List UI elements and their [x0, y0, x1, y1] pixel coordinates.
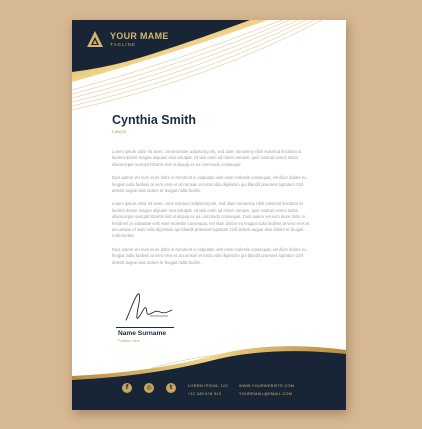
body-paragraph: Duis autem vel eum iriure dolor in hendrerit in vulputate velit esse molestie consequat, vel illum dolore eu feugiat nulla facilisis at vero eros et accumsan et iusto odio dignissim qui blandit praesent luptatum zzril delenit augue duis dolore te feugait nulla facilisi. — [112, 246, 307, 265]
triangle-logo-icon — [86, 30, 104, 48]
facebook-icon[interactable]: f — [122, 383, 132, 393]
twitter-icon[interactable]: t — [166, 383, 176, 393]
body-paragraph: Lorem ipsum dolor sit amet, consectetuer adipiscing elit, sed diam nonummy nibh euismod tincidunt ut laoreet dolore magna aliquam erat volutpat. Ut wisi enim ad minim veniam, quis nostrud exerci tation ullamcorper suscipit lobortis nisl ut aliquip ex ea commodo consequat. — [112, 149, 302, 167]
recipient-role: Lawyer — [112, 129, 127, 134]
signature-line — [116, 327, 174, 328]
signer-role: Position here — [118, 339, 141, 343]
footer-phone: +12 345 678 910 — [188, 392, 222, 396]
signer-name: Name Surname — [118, 330, 167, 337]
footer-website[interactable]: WWW.YOURWEBSITE.COM — [239, 384, 295, 388]
body-paragraph: Lorem ipsum dolor sit amet, cons ectetuer adipiscing elit, sed diam nonummy nibh euismod tincidunt ut laoreet dolore magna aliquam erat volutpat. Ut wisi enim ad minim veniam, quis nostrud exerci tation ullamcorper suscipit lobortis nisl ut aliquip ex ea commodo consequat. Duis autem vel eum iriure dolor in hendrerit in vulputate velit esse molestie consequat, vel illum dolore eu feugiat nulla facilisis at vero eros et accumsan et iusto odio dignissim qui blandit praesent luptatum zzril delenit augue duis dolore te feugait nulla facilisi. — [112, 201, 310, 239]
footer-address: LOREM IPSUM, 123 — [188, 384, 228, 388]
brand-name: YOUR MAME — [110, 30, 169, 41]
handwritten-signature — [120, 290, 180, 326]
brand-logo — [86, 30, 169, 48]
letterhead-page — [72, 20, 346, 410]
footer-band — [72, 342, 346, 410]
brand-tagline: TAGLINE — [110, 41, 136, 47]
recipient-name: Cynthia Smith — [112, 113, 197, 127]
instagram-icon[interactable]: ◎ — [144, 383, 154, 393]
footer-email[interactable]: YOUREMAIL@EMAIL.COM — [239, 392, 293, 396]
letter-body — [112, 149, 312, 273]
body-paragraph: Duis autem vel eum iriure dolor in hendrerit in vulputate velit esse molestie consequat, vel illum dolore eu feugiat nulla facilisis at vero eros et accumsan et iusto odio dignissim qui blandit praesent luptatum zzril delenit augue duis dolore te feugait nulla facilisi. — [112, 175, 307, 194]
